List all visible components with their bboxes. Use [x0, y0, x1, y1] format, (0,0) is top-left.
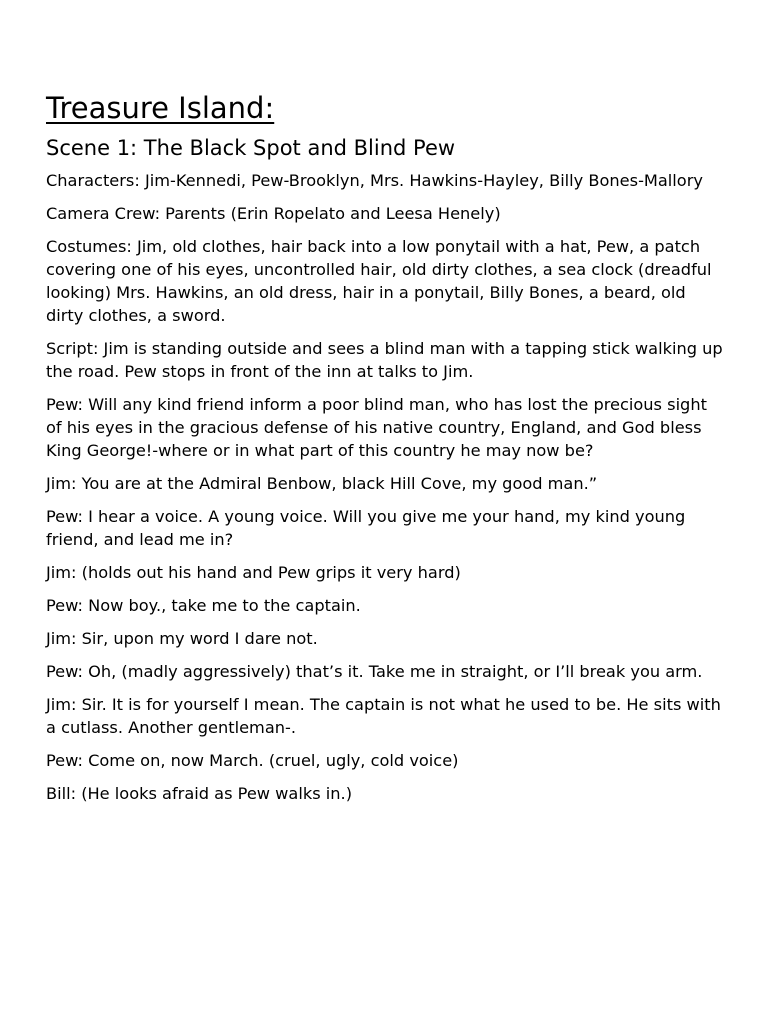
dialogue-line: Jim: (holds out his hand and Pew grips it very hard) [46, 563, 461, 582]
dialogue-line: Jim: Sir. It is for yourself I mean. The captain is not what he used to be. He sits with a cutlass. Another gentleman-. [46, 695, 721, 737]
dialogue-line: Bill: (He looks afraid as Pew walks in.) [46, 784, 353, 803]
document-page [46, 88, 726, 815]
document-title: Treasure Island: [46, 91, 275, 125]
script-paragraph: Script: Jim is standing outside and sees a blind man with a tapping stick walking up the road. Pew stops in front of the inn at talks to Jim. [46, 339, 723, 381]
dialogue-line: Pew: Oh, (madly aggressively) that’s it. Take me in straight, or I’ll break you arm. [46, 662, 703, 681]
dialogue-line: Jim: You are at the Admiral Benbow, black Hill Cove, my good man.” [46, 474, 598, 493]
dialogue-line: Jim: Sir, upon my word I dare not. [46, 629, 318, 648]
dialogue-line: Pew: Will any kind friend inform a poor blind man, who has lost the precious sight of his eyes in the gracious defense of his native country, England, and God bless King George!-where or in what part of this country he may now be? [46, 395, 707, 460]
camera-crew-paragraph: Camera Crew: Parents (Erin Ropelato and Leesa Henely) [46, 204, 501, 223]
dialogue-line: Pew: I hear a voice. A young voice. Will you give me your hand, my kind young friend, and lead me in? [46, 507, 686, 549]
dialogue-line: Pew: Now boy., take me to the captain. [46, 596, 361, 615]
characters-paragraph: Characters: Jim-Kennedi, Pew-Brooklyn, Mrs. Hawkins-Hayley, Billy Bones-Mallory [46, 171, 703, 190]
costumes-paragraph: Costumes: Jim, old clothes, hair back into a low ponytail with a hat, Pew, a patch covering one of his eyes, uncontrolled hair, old dirty clothes, a sea clock (dreadful looking) Mrs. Hawkins, an old dress, hair in a ponytail, Billy Bones, a beard, old dirty clothes, a sword. [46, 237, 712, 325]
dialogue-line: Pew: Come on, now March. (cruel, ugly, cold voice) [46, 751, 459, 770]
scene-heading: Scene 1: The Black Spot and Blind Pew [46, 136, 456, 160]
